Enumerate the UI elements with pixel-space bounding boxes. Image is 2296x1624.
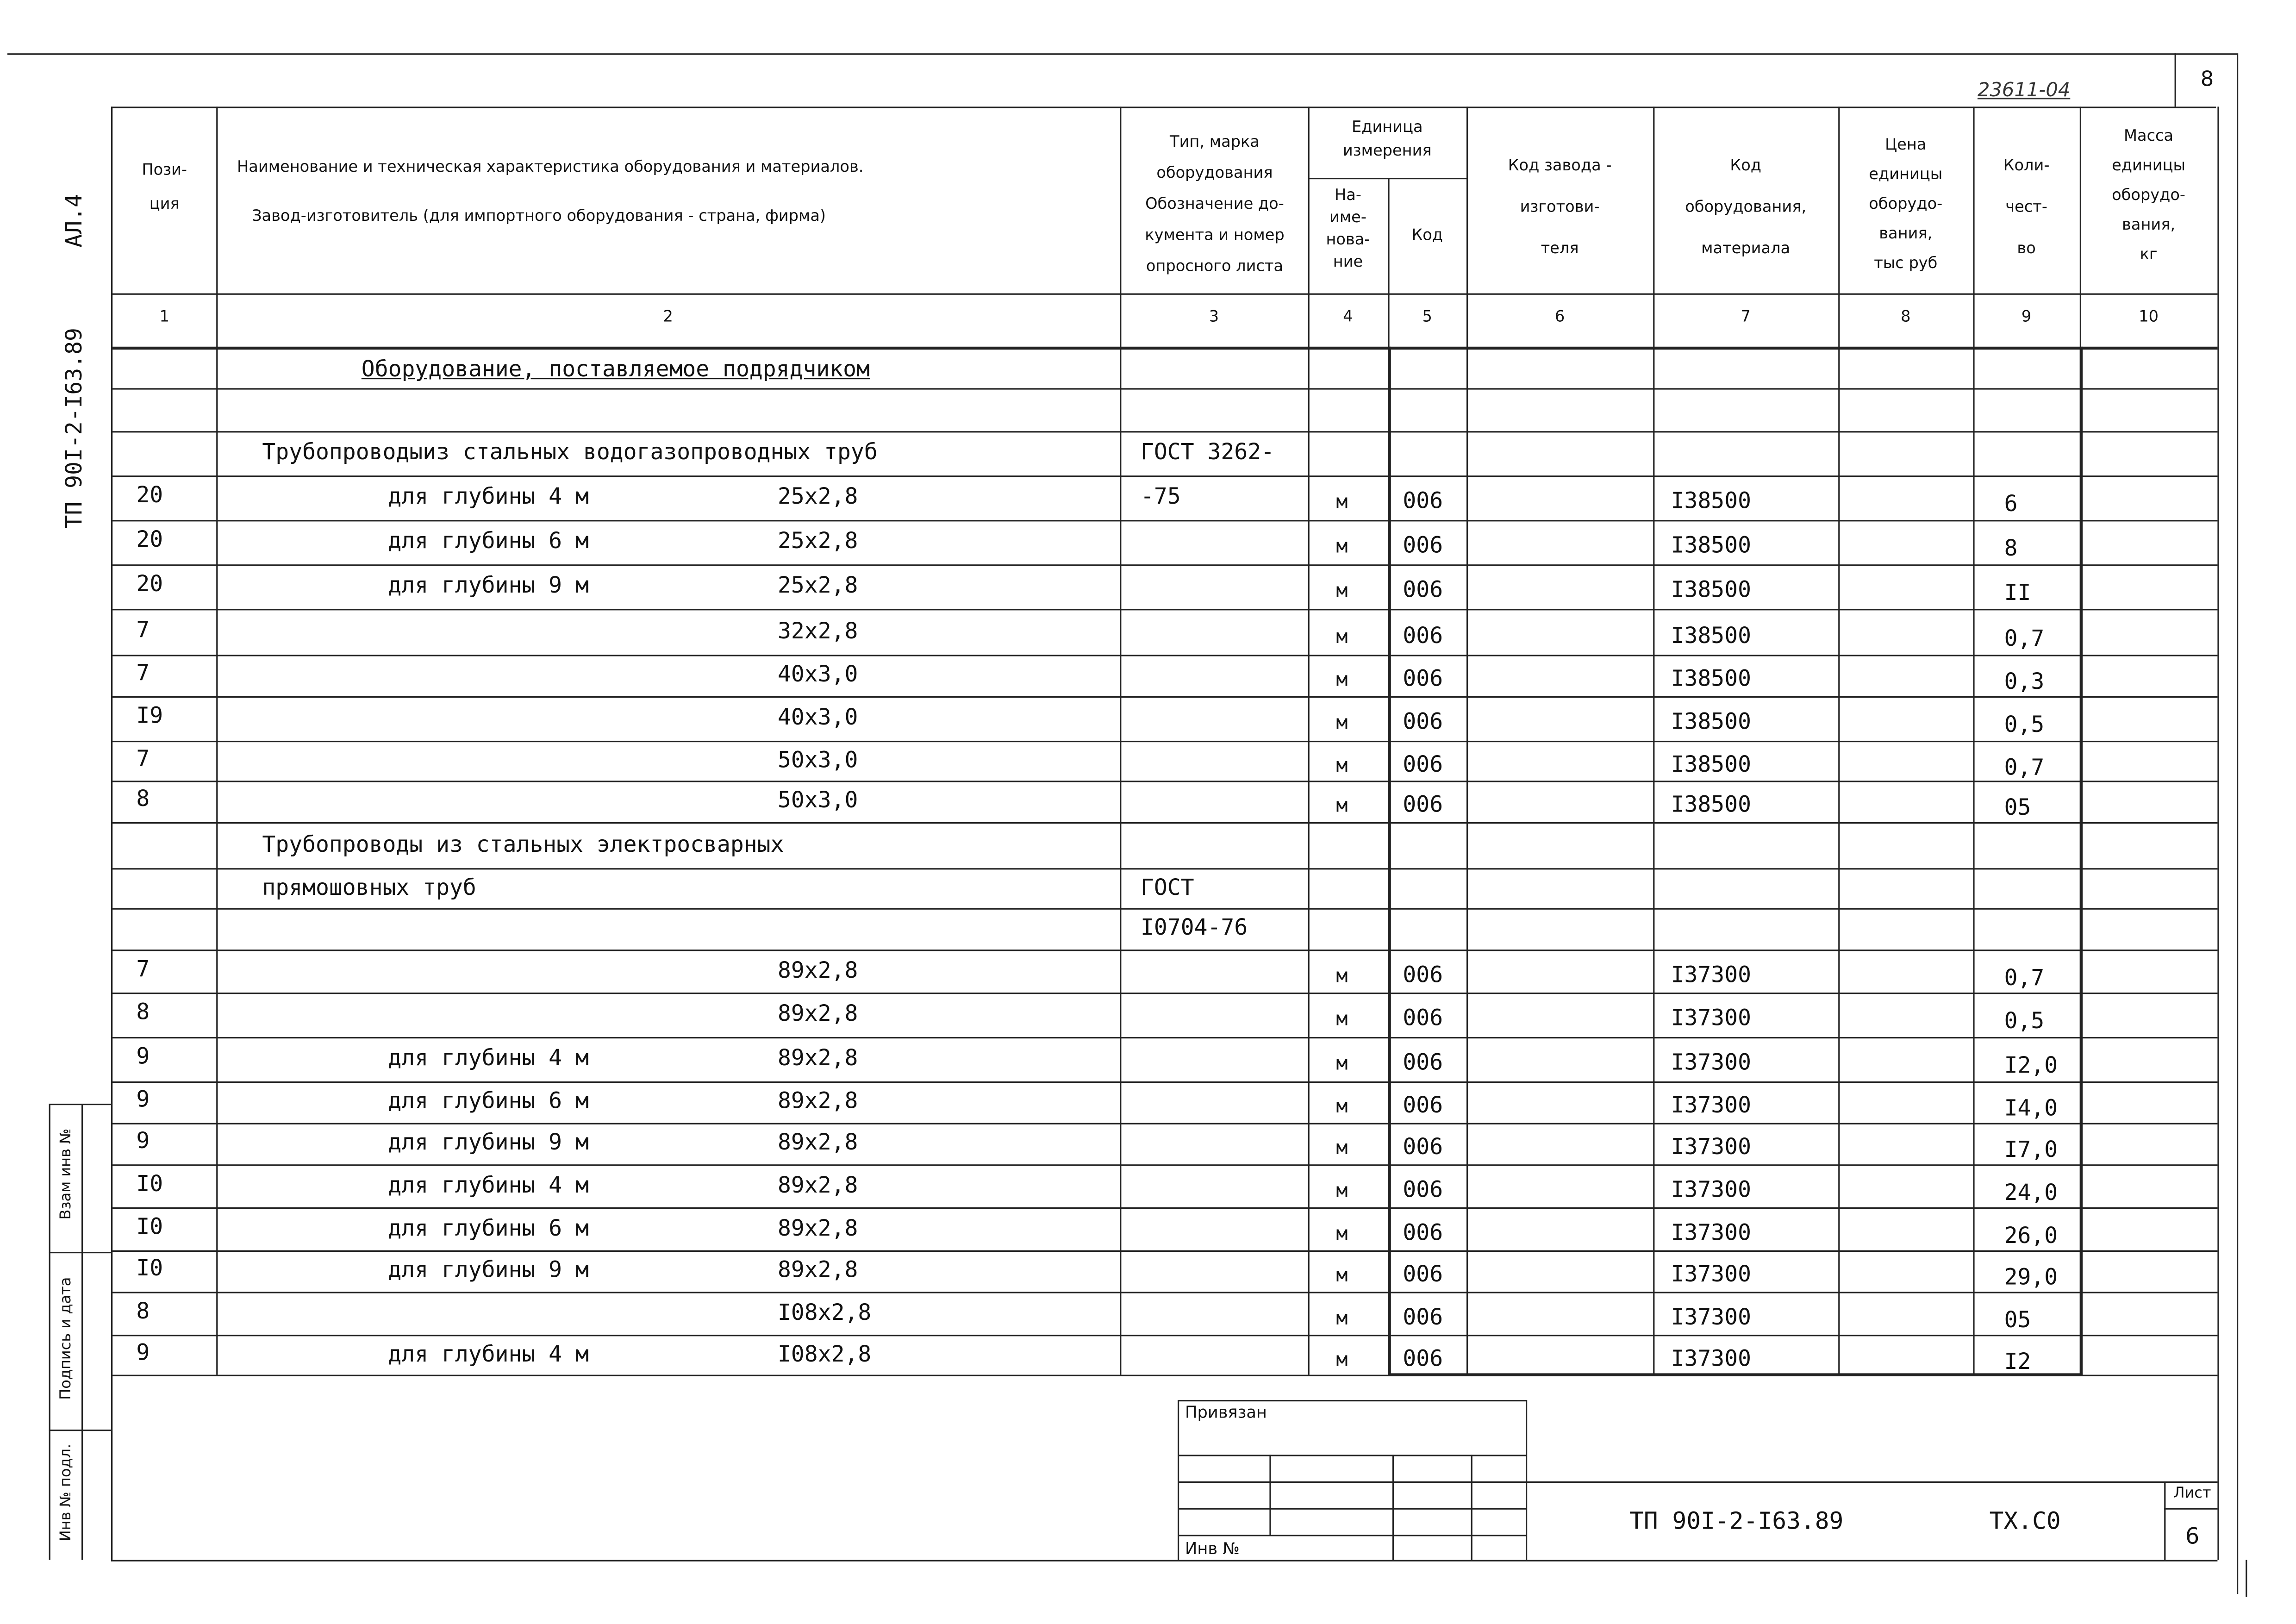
position-cell: I0: [136, 1255, 163, 1281]
size-cell: 89x2,8: [778, 1087, 858, 1114]
colnum-8: 8: [1901, 308, 1911, 326]
table-row: [0, 868, 2296, 908]
title-block-doc-code: ТП 90I-2-I63.89: [1629, 1506, 1844, 1535]
unit-cell: м: [1336, 1053, 1348, 1076]
header-col2-line1: Наименование и техническая характеристика оборудования и материалов.: [237, 158, 864, 176]
position-cell: 20: [136, 481, 163, 508]
size-cell: 25x2,8: [778, 527, 858, 554]
unit-cell: м: [1336, 712, 1348, 735]
doc-cell: ГОСТ 3262-: [1141, 438, 1274, 465]
table-top-border: [111, 106, 2216, 108]
unit-cell: м: [1336, 626, 1348, 649]
size-cell: 89x2,8: [778, 1215, 858, 1242]
unit-cell: м: [1336, 536, 1348, 559]
stamp-box-col1: [1269, 1455, 1271, 1535]
table-row: [0, 949, 2296, 993]
code-cell: 006: [1403, 751, 1443, 778]
unit-cell: м: [1336, 1137, 1348, 1160]
unit-cell: м: [1336, 1181, 1348, 1203]
table-row: [0, 696, 2296, 741]
material-code-cell: I37300: [1671, 1092, 1751, 1118]
unit-cell: м: [1336, 1009, 1348, 1031]
title-block-top: [1526, 1481, 2217, 1483]
quantity-cell: 24,0: [2004, 1179, 2058, 1206]
colnum-1: 1: [159, 308, 169, 326]
colnum-bottom: [111, 347, 2217, 350]
code-cell: 006: [1403, 1176, 1443, 1203]
colnum-10: 10: [2139, 308, 2159, 326]
material-code-cell: I37300: [1671, 961, 1751, 988]
quantity-cell: 0,7: [2004, 964, 2045, 991]
header-col9: Коли- чест- во: [2003, 157, 2050, 258]
name-cell: для глубины 4 м: [388, 1341, 589, 1368]
header-col2-line2: Завод-изготовитель (для импортного оборудования - страна, фирма): [252, 207, 826, 225]
position-cell: 8: [136, 998, 150, 1025]
unit-cell: м: [1336, 492, 1348, 514]
stamp-signature-date: Подпись и дата: [58, 1277, 75, 1400]
size-cell: 25x2,8: [778, 572, 858, 599]
title-block-sheet-divider: [2164, 1481, 2165, 1560]
stamp-box-right: [1526, 1400, 1527, 1560]
size-cell: I08x2,8: [778, 1341, 872, 1368]
code-cell: 006: [1403, 1049, 1443, 1076]
name-cell: для глубины 9 м: [388, 572, 589, 599]
table-row: [0, 993, 2296, 1037]
code-cell: 006: [1403, 487, 1443, 514]
table-bottom-border: [111, 1560, 2217, 1562]
quantity-cell: I7,0: [2004, 1136, 2058, 1163]
quantity-cell: 0,7: [2004, 754, 2045, 781]
header-col3: Тип, марка оборудования Обозначение до- кумента и номер опросного листа: [1145, 133, 1285, 276]
position-cell: 20: [136, 570, 163, 597]
material-code-cell: I37300: [1671, 1345, 1751, 1372]
table-row: [0, 520, 2296, 564]
material-code-cell: I38500: [1671, 665, 1751, 692]
quantity-cell: 29,0: [2004, 1263, 2058, 1291]
size-cell: 89x2,8: [778, 1129, 858, 1156]
table-row: [0, 1250, 2296, 1292]
header-bottom: [111, 294, 2217, 295]
colnum-7: 7: [1741, 308, 1751, 326]
code-cell: 006: [1403, 622, 1443, 649]
code-cell: 006: [1403, 1219, 1443, 1246]
position-cell: 9: [136, 1086, 150, 1113]
material-code-cell: I38500: [1671, 531, 1751, 559]
name-cell: для глубины 4 м: [388, 483, 589, 510]
title-block-sheet-line: [2164, 1508, 2217, 1510]
name-cell: для глубины 4 м: [388, 1044, 589, 1071]
material-code-cell: I37300: [1671, 1261, 1751, 1287]
name-cell: для глубины 9 м: [388, 1129, 589, 1156]
colnum-6: 6: [1554, 308, 1565, 326]
unit-cell: м: [1336, 1224, 1348, 1246]
header-col8: Цена единицы оборудо- вания, тыс руб: [1869, 136, 1943, 273]
unit-cell: м: [1336, 1265, 1348, 1287]
table-row: [0, 1207, 2296, 1250]
material-code-cell: I37300: [1671, 1219, 1751, 1246]
corner-sheet-number: 8: [2200, 68, 2214, 92]
colnum-9: 9: [2021, 308, 2032, 326]
header-col1: Пози- ция: [142, 161, 187, 213]
size-cell: 89x2,8: [778, 957, 858, 984]
material-code-cell: I37300: [1671, 1004, 1751, 1031]
side-doc-code: ТП 90I-2-I63.89: [61, 328, 87, 529]
code-cell: 006: [1403, 1133, 1443, 1160]
code-cell: 006: [1403, 531, 1443, 559]
unit-cell: м: [1336, 1349, 1348, 1372]
code-cell: 006: [1403, 576, 1443, 603]
doc-cell: ГОСТ: [1141, 874, 1194, 901]
code-cell: 006: [1403, 791, 1443, 818]
code-cell: 006: [1403, 1004, 1443, 1031]
size-cell: 32x2,8: [778, 618, 858, 644]
name-cell: для глубины 4 м: [388, 1172, 589, 1199]
position-cell: I9: [136, 702, 163, 729]
name-cell: для глубины 9 м: [388, 1256, 589, 1283]
material-code-cell: I37300: [1671, 1176, 1751, 1203]
table-row: [0, 564, 2296, 609]
size-cell: 89x2,8: [778, 1000, 858, 1027]
stamp-box-col3: [1471, 1455, 1472, 1560]
table-row: [0, 908, 2296, 950]
material-code-cell: I38500: [1671, 708, 1751, 735]
size-cell: 89x2,8: [778, 1256, 858, 1283]
code-cell: 006: [1403, 961, 1443, 988]
quantity-cell: II: [2004, 579, 2031, 606]
table-row: [0, 431, 2296, 475]
colnum-4: 4: [1343, 308, 1353, 326]
quantity-cell: 0,5: [2004, 711, 2045, 738]
stamp-inv-podl: Инв № подл.: [58, 1443, 75, 1542]
handwritten-doc-code: 23611-04: [1978, 80, 2071, 102]
top-border: [7, 53, 2237, 55]
table-row: [0, 1081, 2296, 1123]
table-row: [0, 781, 2296, 822]
table-row: [0, 1037, 2296, 1081]
corner-box-divider: [2175, 53, 2176, 106]
side-album: АЛ.4: [61, 194, 87, 248]
table-row: [0, 1292, 2296, 1335]
table-row: [0, 1335, 2296, 1374]
quantity-cell: I2,0: [2004, 1052, 2058, 1079]
size-cell: 89x2,8: [778, 1044, 858, 1071]
header-col5: Код: [1411, 226, 1443, 244]
doc-cell: I0704-76: [1141, 914, 1248, 941]
name-cell: Трубопроводы из стальных электросварных: [262, 831, 784, 858]
title-block-mark: ТХ.С0: [1989, 1506, 2061, 1535]
colnum-5: 5: [1422, 308, 1432, 326]
header-col4: На- име- нова- ние: [1326, 187, 1370, 271]
code-cell: 006: [1403, 665, 1443, 692]
position-cell: I0: [136, 1213, 163, 1240]
name-cell: Трубопроводыиз стальных водогазопроводных труб: [262, 438, 878, 465]
quantity-cell: 05: [2004, 794, 2031, 821]
material-code-cell: I37300: [1671, 1049, 1751, 1076]
stamp-box-row2: [1178, 1481, 1526, 1483]
code-cell: 006: [1403, 1345, 1443, 1372]
size-cell: 40x3,0: [778, 661, 858, 687]
header-col7: Код оборудования, материала: [1685, 157, 1807, 258]
position-cell: 9: [136, 1339, 150, 1366]
edge-tick: [2246, 1560, 2247, 1597]
stamp-box-row4: [1178, 1535, 1526, 1536]
code-cell: 006: [1403, 1261, 1443, 1287]
header-unit-group: Единица измерения: [1342, 119, 1432, 160]
quantity-cell: I4,0: [2004, 1094, 2058, 1122]
size-cell: 40x3,0: [778, 704, 858, 731]
colnum-3: 3: [1209, 308, 1219, 326]
table-row: [0, 822, 2296, 868]
size-cell: I08x2,8: [778, 1299, 872, 1326]
table-row: [0, 609, 2296, 655]
quantity-cell: 0,5: [2004, 1007, 2045, 1034]
quantity-cell: 26,0: [2004, 1222, 2058, 1249]
doc-cell: -75: [1141, 483, 1181, 510]
material-code-cell: I37300: [1671, 1304, 1751, 1330]
stamp-inv-label: Инв №: [1185, 1539, 1240, 1559]
material-code-cell: I38500: [1671, 622, 1751, 649]
size-cell: 50x3,0: [778, 787, 858, 813]
table-row: [0, 655, 2296, 696]
quantity-cell: 0,3: [2004, 668, 2045, 695]
table-row: [0, 1164, 2296, 1207]
quantity-cell: I2: [2004, 1348, 2031, 1375]
size-cell: 89x2,8: [778, 1172, 858, 1199]
unit-cell: м: [1336, 1308, 1348, 1330]
table-row: [0, 475, 2296, 520]
material-code-cell: I38500: [1671, 751, 1751, 778]
name-cell: для глубины 6 м: [388, 527, 589, 554]
quantity-cell: 8: [2004, 535, 2018, 562]
position-cell: 7: [136, 745, 150, 772]
stamp-box-row1: [1178, 1455, 1526, 1456]
position-cell: 9: [136, 1127, 150, 1154]
title-block-sheet-label: Лист: [2173, 1486, 2211, 1502]
title-block-sheet-number: 6: [2185, 1523, 2200, 1550]
size-cell: 50x3,0: [778, 746, 858, 774]
unit-group-divider: [1308, 178, 1466, 179]
position-cell: 7: [136, 956, 150, 982]
position-cell: I0: [136, 1170, 163, 1197]
table-row: [0, 1123, 2296, 1165]
unit-cell: м: [1336, 966, 1348, 988]
name-cell: для глубины 6 м: [388, 1087, 589, 1114]
unit-cell: м: [1336, 581, 1348, 603]
code-cell: 006: [1403, 1304, 1443, 1330]
stamp-box-col2: [1392, 1455, 1394, 1560]
material-code-cell: I38500: [1671, 791, 1751, 818]
row-line-section: [111, 388, 2217, 389]
position-cell: 20: [136, 526, 163, 553]
position-cell: 7: [136, 616, 150, 643]
quantity-cell: 05: [2004, 1306, 2031, 1333]
name-cell: для глубины 6 м: [388, 1215, 589, 1242]
code-cell: 006: [1403, 1092, 1443, 1118]
material-code-cell: I38500: [1671, 576, 1751, 603]
header-col6: Код завода - изготови- теля: [1508, 157, 1612, 258]
position-cell: 8: [136, 1298, 150, 1324]
unit-cell: м: [1336, 795, 1348, 818]
code-cell: 006: [1403, 708, 1443, 735]
material-code-cell: I37300: [1671, 1133, 1751, 1160]
unit-cell: м: [1336, 1096, 1348, 1118]
size-cell: 25x2,8: [778, 483, 858, 510]
stamp-box-row3: [1178, 1508, 1526, 1510]
unit-cell: м: [1336, 756, 1348, 778]
unit-cell: м: [1336, 669, 1348, 692]
header-col10: Масса единицы оборудо- вания, кг: [2112, 127, 2186, 264]
name-cell: прямошовных труб: [262, 874, 476, 901]
stamp-box-top: [1178, 1400, 1526, 1401]
material-code-cell: I38500: [1671, 487, 1751, 514]
quantity-cell: 6: [2004, 490, 2018, 517]
stamp-vzam-inv: Взам инв №: [58, 1128, 75, 1220]
table-row: [0, 741, 2296, 781]
section-title: Оборудование, поставляемое подрядчиком: [361, 356, 870, 382]
stamp-tied-label: Привязан: [1185, 1403, 1267, 1422]
position-cell: 7: [136, 659, 150, 686]
position-cell: 8: [136, 785, 150, 812]
colnum-2: 2: [663, 308, 673, 326]
position-cell: 9: [136, 1043, 150, 1070]
quantity-cell: 0,7: [2004, 625, 2045, 652]
